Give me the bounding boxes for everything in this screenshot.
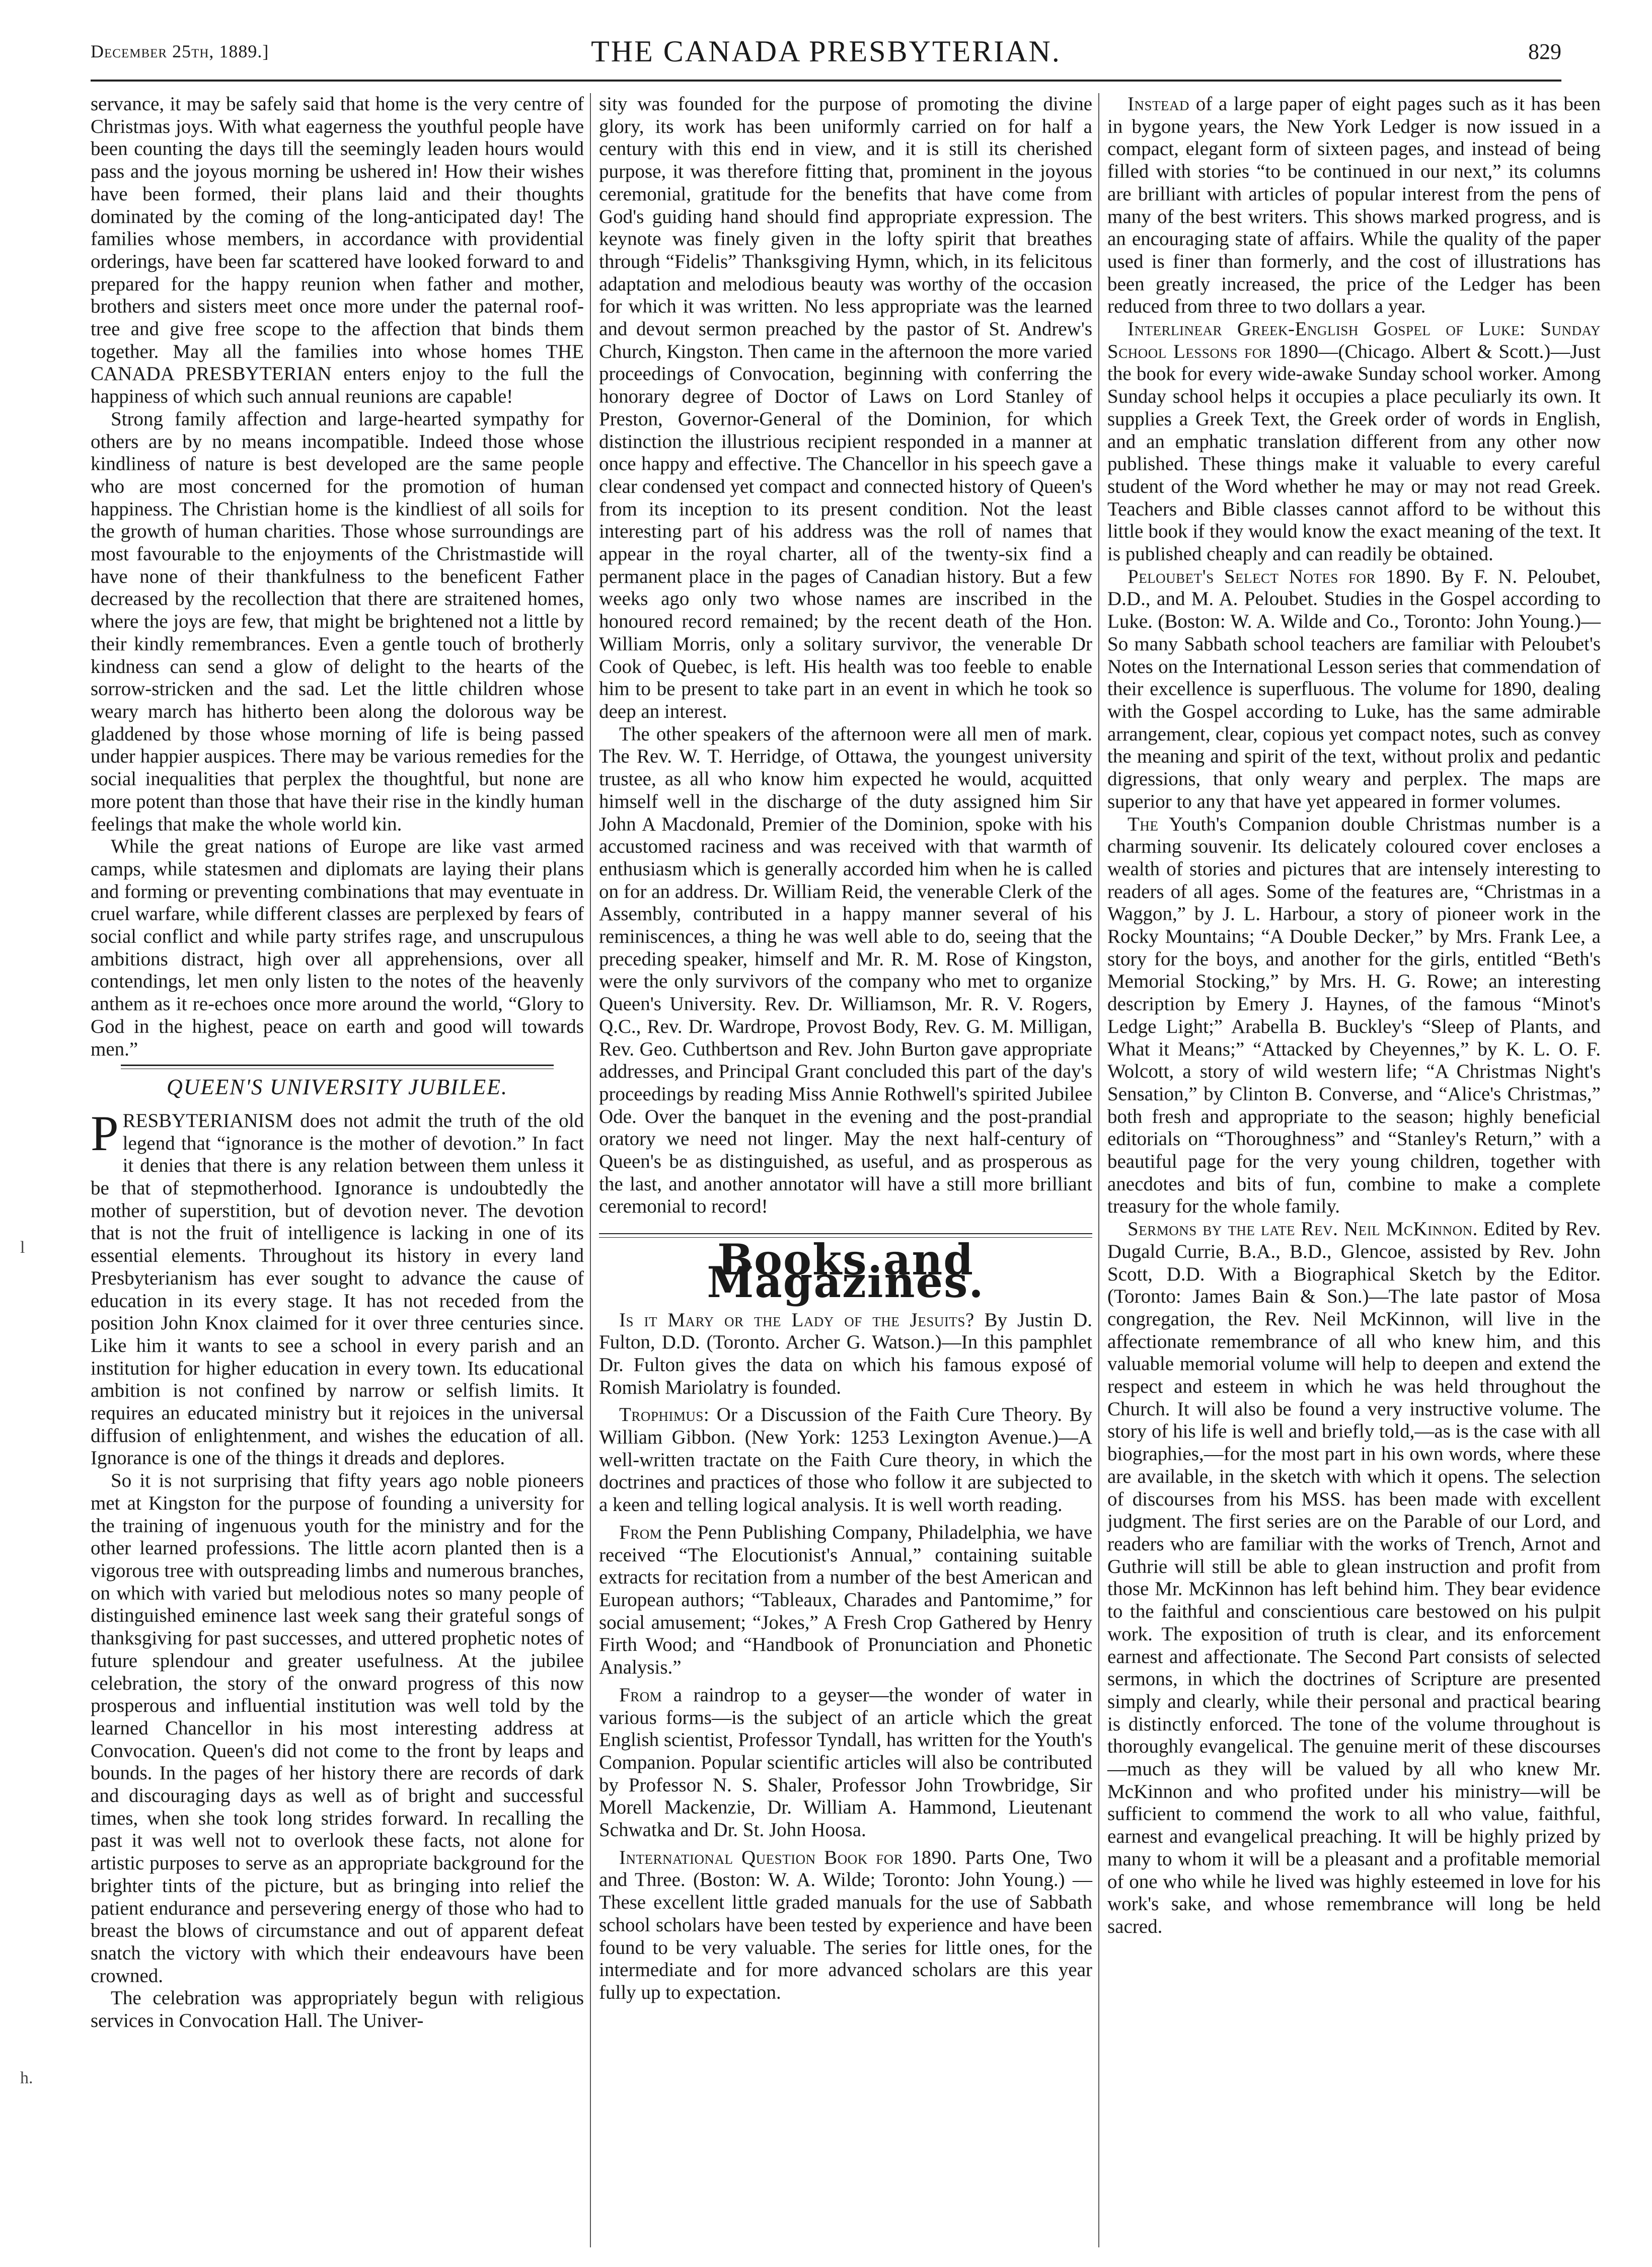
masthead-title: THE CANADA PRESBYTERIAN. (591, 34, 1061, 68)
notice-lead: The (1128, 813, 1159, 835)
notice-text: of a large paper of eight pages such as it has been in bygone years, the New York Ledger is now issued in a compact, elegant form of sixteen pages, and instead of being filled with stories “to be continued in our next,” its columns are brilliant with articles of popular interest from the pens of many of the best writers. This shows marked progress, and is an encouraging state of affairs. While the quality of the paper used is finer than formerly, and the cost of illustrations has been greatly increased, the price of the Ledger has been reduced from three to two dollars a year. (1107, 93, 1601, 318)
column-3 (1107, 93, 1601, 1938)
notice-lead: Is it Mary or the Lady of the Jesuits? (619, 1309, 974, 1331)
paragraph (91, 1105, 584, 1470)
margin-mark: l (20, 1238, 25, 1257)
book-notice (1107, 566, 1601, 813)
notice-lead: From (619, 1684, 662, 1706)
books-and-magazines-heading: Books and Magazines. (707, 1235, 985, 1307)
notice-text: Youth's Companion double Christmas number is a charming souvenir. Its delicately coloured cover encloses a wealth of stories and pictures that are intensely interesting to readers of all ages. Some of the features are, “Christmas in a Waggon,” by J. L. Harbour, a story of pioneer work in the Rocky Mountains; “A Double Decker,” by Mrs. Frank Lee, a story for the boys, and another for the girls, entitled “Beth's Memorial Stocking,” by Mrs. H. G. Rowe; an interesting description by Emery J. Haynes, of the famous “Minot's Ledge Light;” Arabella B. Buckley's “Sleep of Plants, and What it Means;” “Attacked by Cheyennes,” by K. L. O. F. Wolcott, a story of wild western life; “A Christmas Night's Sensation,” by Clinton B. Converse, and “Alice's Christmas,” both fresh and appropriate to the season; highly beneficial editorials on “Thoroughness” and “Stanley's Return,” with a beautiful page for the very young children, together with anecdotes and bits of fun, combine to make a complete treasury for the whole family. (1107, 813, 1601, 1218)
paragraph: While the great nations of Europe are like vast armed camps, while statesmen and diplomats are laying their plans and forming or preventing combinations that may eventuate in cruel warfare, while different classes are perplexed by fears of social conflict and while party strifes rage, and unscrupulous ambitions distract, high over all apprehensions, over all contendings, let men only listen to the notes of the heavenly anthem as it re-echoes once more around the world, “Glory to God in the highest, peace on earth and good will towards men.” (91, 836, 584, 1060)
paragraph: The celebration was appropriately begun with religious services in Convocation Hall. The Univer- (91, 1987, 584, 2032)
book-notice (599, 1404, 1092, 1517)
paragraph: servance, it may be safely said that home is the very centre of Christmas joys. With what eagerness the youthful people have been counting the days till the seemingly leaden hours would pass and the joyous morning be ushered in! How their wishes have been formed, their plans laid and their thoughts dominated by the coming of the long-anticipated day! The families whose members, in accordance with providential orderings, have been far scattered have looked forward to and prepared for the happy reunion when father and mother, brothers and sisters meet once more under the paternal roof-tree and give free scope to the affection that binds them together. May all the families into whose homes THE CANADA PRESBYTERIAN enters enjoy to the full the happiness of which such annual reunions are capable! (91, 93, 584, 408)
book-notice (1107, 813, 1601, 1219)
notice-lead: International Question Book for 1890. (619, 1846, 957, 1868)
page-number: 829 (1528, 39, 1561, 64)
paragraph: The other speakers of the afternoon were all men of mark. The Rev. W. T. Herridge, of Ottawa, the youngest university trustee, as all who know him expected he would, acquitted himself well in the discharge of the duty assigned him Sir John A Macdonald, Premier of the Dominion, spoke with his accustomed raciness and was received with that warmth of enthusiasm which is generally accorded him when he is called on for an address. Dr. William Reid, the venerable Clerk of the Assembly, contributed in a happy manner several of his reminiscences, a thing he was well able to do, seeing that the preceding speaker, himself and Mr. R. M. Rose of Kingston, were the only survivors of the company who met to organize Queen's University. Rev. Dr. Williamson, Mr. R. V. Rogers, Q.C., Rev. Dr. Wardrope, Provost Body, Rev. G. M. Milligan, Rev. Geo. Cuthbertson and Rev. John Burton gave appropriate addresses, and Principal Grant concluded this part of the day's proceedings by reading Miss Annie Rothwell's spirited Jubilee Ode. Over the banquet in the evening and the post-prandial oratory we need not linger. May the next half-century of Queen's be as distinguished, as useful, and as prosperous as the last, and another annotator will have a still more brilliant ceremonial to record! (599, 723, 1092, 1218)
notice-text: By F. N. Peloubet, D.D., and M. A. Peloubet. Studies in the Gospel according to Luke. (Boston: W. A. Wilde and Co., Toronto: John Young.)—So many Sabbath school teachers are familiar with Peloubet's Notes on the International Lesson series that commendation of their excellence is superfluous. The volume for 1890, dealing with the Gospel according to Luke, has the same admirable arrangement, clear, copious yet compact notes, such as convey the meaning and spirit of the text, without prolix and pedantic digressions, that only weary and perplex. The maps are superior to any that have yet appeared in former volumes. (1107, 565, 1601, 812)
column-divider (590, 93, 591, 2247)
paragraph: sity was founded for the purpose of promoting the divine glory, its work has been uniformly carried on for half a century with this end in view, and it is still its cherished purpose, it was therefore fitting that, prominent in the joyous ceremonial, gratitude for the benefits that have come from God's guiding hand should find appropriate expression. The keynote was finely given in the lofty spirit that breathes through “Fidelis” Thanksgiving Hymn, which, in its felicitous adaptation and melodious beauty was worthy of the occasion for which it was written. No less appropriate was the learned and devout sermon preached by the pastor of St. Andrew's Church, Kingston. Then came in the afternoon the more varied proceedings of Convocation, beginning with conferring the honorary degree of Doctor of Laws on Lord Stanley of Preston, Governor-General of the Dominion, for which distinction the illustrious recipient responded in a manner at once happy and effective. The Chancellor in his speech gave a clear condensed yet compact and connected history of Queen's from its inception to its present condition. Not the least interesting part of his address was the roll of names that appear in the royal charter, all of the twenty-six find a permanent place in the pages of Canadian history. But a few weeks ago only two whose names are inscribed in the honoured record remained; by the recent death of the Hon. William Morris, only a solitary survivor, the venerable Dr Cook of Quebec, is left. His health was too feeble to enable him to be present to take part in an event in which he took so deep an interest. (599, 93, 1092, 722)
column-1 (91, 93, 584, 2032)
paragraph: So it is not surprising that fifty years ago noble pioneers met at Kingston for the purpose of founding a university for the training of ingenuous youth for the ministry and for the other learned professions. The little acorn planted then is a vigorous tree with outspreading limbs and numerous branches, on which with varied but melodious notes so many people of distinguished eminence last week sang their grateful songs of thanksgiving for past successes, and uttered prophetic notes of future splendour and greater usefulness. At the jubilee celebration, the story of the onward progress of this now prosperous and influential institution was well told by the learned Chancellor in his most interesting address at Convocation. Queen's did not come to the front by leaps and bounds. In the pages of her history there are records of dark and discouraging days as well as of bright and successful times, when she took long strides forward. In recalling the past it was well not to overlook these facts, not alone for artistic purposes to serve as an appropriate background for the brighter tints of the picture, but as bringing into relief the patient endurance and persevering energy of those who had to breast the blows of circumstance and out of apparent defeat snatch the victory with which their endeavours have been crowned. (91, 1470, 584, 1987)
notice-text: a raindrop to a geyser—the wonder of water in various forms—is the subject of an article which the great English scientist, Professor Tyndall, has written for the Youth's Companion. Popular scientific articles will also be contributed by Professor N. S. Shaler, Professor John Trowbridge, Sir Morell Mackenzie, Dr. William A. Hammond, Lieutenant Schwatka and Dr. St. John Hoosa. (599, 1684, 1092, 1841)
notice-lead: Sermons by the late Rev. Neil McKinnon. (1128, 1218, 1478, 1240)
notice-text: By Justin D. Fulton, D.D. (Toronto. Archer G. Watson.)—In this pamphlet Dr. Fulton gives the data on which his famous exposé of Romish Mariolatry is founded. (599, 1309, 1093, 1398)
book-notice (1107, 93, 1601, 318)
notice-lead: Instead (1128, 93, 1189, 115)
paragraph-text: RESBYTERIANISM does not admit the truth of the old legend that “ignorance is the mother of devotion.” In fact it denies that there is any relation between them unless it be that of stepmotherhood. Ignorance is undoubtedly the mother of superstition, but of devotion never. The devotion that is not the fruit of intelligence is lacking in one of its essential elements. Throughout its history in every land Presbyterianism has ever sought to advance the cause of education in its every stage. It has not receded from the position John Knox claimed for it over three centuries since. Like him it wants to see a school in every parish and an institution for higher education in every town. Its educational ambition is not confined by narrow or selfish limits. It requires an educated ministry but it rejoices in the universal diffusion of enlightenment, and wishes the education of all. Ignorance is one of the things it dreads and deplores. (91, 1109, 584, 1469)
section-rule (599, 1233, 1092, 1234)
drop-cap: P (91, 1105, 119, 1161)
section-rule (121, 1065, 554, 1069)
column-divider (1098, 93, 1099, 2247)
paragraph: Strong family affection and large-hearted sympathy for others are by no means incompatible. Indeed those whose kindliness of nature is best developed are the same people who are most concerned for the promotion of human happiness. The Christian home is the kindliest of all soils for the growth of human charities. Those whose surroundings are most favourable to the enjoyments of the Christmastide will have none of their thankfulness to the beneficent Father decreased by the recollection that there are straitened homes, where the joys are few, that might be brightened not a little by their kindly remembrances. Even a gentle touch of brotherly kindness can send a glow of delight to the hearts of the sorrow-stricken and the sad. Let the little children whose weary march has hitherto been along the dolorous way be gladdened by those whose morning of life is being passed under happier auspices. There may be various remedies for the social inequalities that perplex the thoughtful, but none are more potent than those that have their rise in the kindly human feelings that make the whole world kin. (91, 408, 584, 835)
issue-date: December 25th, 1889.] (91, 41, 269, 61)
book-notice (599, 1309, 1092, 1399)
book-notice (1107, 318, 1601, 566)
notice-text: Or a Discussion of the Faith Cure Theory. By William Gibbon. (New York: 1253 Lexington Avenue.)—A well-written tractate on the Faith Cure theory, in which the doctrines and practices of those who follow it are subjected to a keen and telling logical analysis. It is well worth reading. (599, 1404, 1092, 1516)
notice-text: —(Chicago. Albert & Scott.)—Just the book for every wide-awake Sunday school worker. Among Sunday school helps it occupies a place peculiarly its own. It supplies a Greek Text, the Greek order of words in English, and an emphatic translation different from any other now published. These things make it valuable to every careful student of the Word whether he may or may not read Greek. Teachers and Bible classes cannot afford to be without this little book if they would know the exact meaning of the text. It is published cheaply and can readily be obtained. (1107, 340, 1601, 565)
notice-text: Edited by Rev. Dugald Currie, B.A., B.D., Glencoe, assisted by Rev. John Scott, D.D. With a Biographical Sketch by the Editor. (Toronto: James Bain & Son.)—The late pastor of Mosa congregation, the Rev. Neil McKinnon, will live in the affectionate remembrance of all who knew him, and this valuable memorial volume will help to deepen and extend the respect and esteem in which he was held throughout the Church. It will also be found a very instructive volume. The story of his life is well and briefly told,—as is the case with all biographies,—for the most part in his own words, where these are available, in the sketch with which it opens. The selection of discourses from his MSS. has been made with excellent judgment. The first series are on the Parable of our Lord, and readers who are familiar with the works of Trench, Arnot and Guthrie will still be able to glean instruction and profit from those Mr. McKinnon has left behind him. They bear evidence to the faithful and conscientious care bestowed on his pulpit work. The exposition of truth is clear, and its enforcement earnest and affectionate. The Second Part consists of selected sermons, in which the doctrines of Scripture are presented simply and clearly, while their personal and practical bearing is distinctly enforced. The tone of the volume throughout is thoroughly evangelical. The genuine merit of these discourses—much as they will be valued by all who knew Mr. McKinnon and who profited under his ministry—will be sufficient to commend the work to all who value, faithful, earnest and evangelical preaching. It will be highly prized by many to whom it will be a pleasant and a profitable memorial of one who while he lived was highly esteemed in love for his work's sake, and whose remembrance will long be held sacred. (1107, 1218, 1601, 1937)
book-notice (599, 1684, 1092, 1842)
margin-mark: h. (20, 2069, 33, 2087)
book-notice (599, 1522, 1092, 1679)
page-header (91, 26, 1561, 77)
notice-text: the Penn Publishing Company, Philadelphia, we have received “The Elocutionist's Annual,” containing suitable extracts for recitation from a number of the best American and European authors; “Tableaux, Charades and Pantomime,” for social amusement; “Jokes,” A Fresh Crop Gathered by Henry Firth Wood; and “Handbook of Pronunciation and Phonetic Analysis.” (599, 1521, 1092, 1679)
notice-lead: Peloubet's Select Notes for 1890. (1128, 565, 1432, 587)
notice-lead: From (619, 1521, 662, 1543)
column-2 (599, 93, 1092, 2004)
book-notice (1107, 1218, 1601, 1938)
book-notice (599, 1847, 1092, 2004)
notice-lead: Interlinear Greek-English Gospel of Luke: Sunday School Lessons for 1890 (1107, 318, 1601, 362)
notice-text: Parts One, Two and Three. (Boston: W. A. Wilde; Toronto: John Young.) — These excellent little graded manuals for the use of Sabbath school scholars have been tested by experience and have been found to be very valuable. The series for little ones, for the intermediate and for more advanced scholars are this year fully up to expectation. (599, 1846, 1092, 2003)
section-heading: QUEEN'S UNIVERSITY JUBILEE. (166, 1075, 508, 1100)
notice-lead: Trophimus: (619, 1404, 710, 1426)
header-rule (91, 80, 1561, 82)
